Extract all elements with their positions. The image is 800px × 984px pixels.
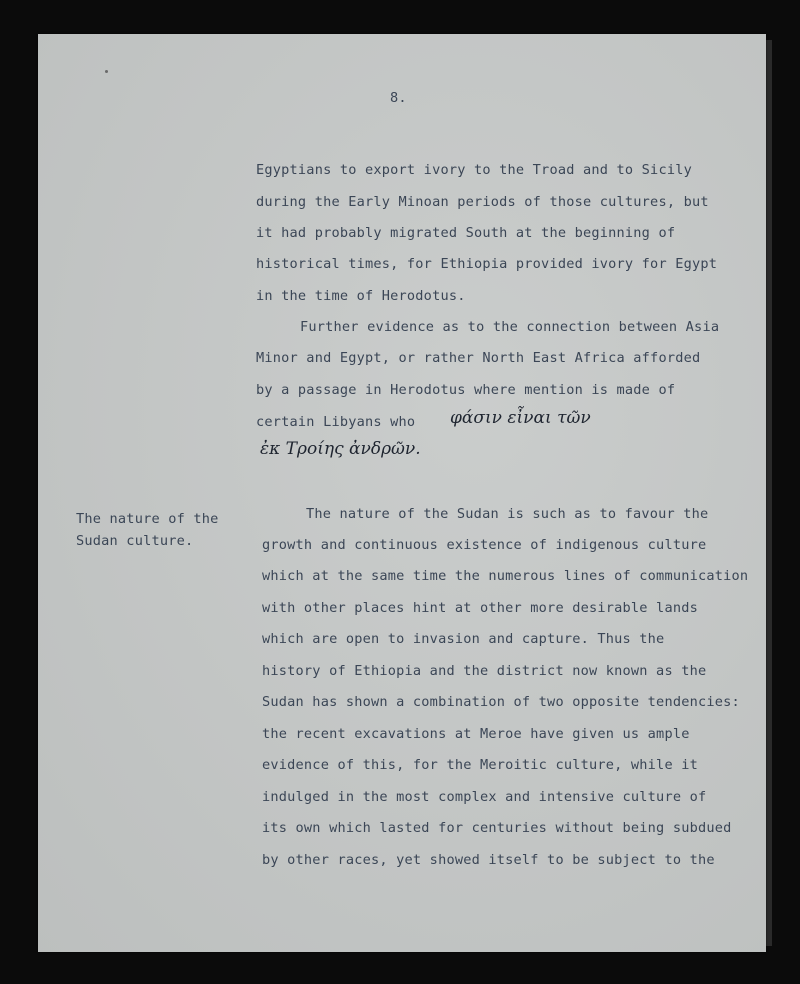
greek-handwriting: ἐκ Τροίης ἀνδρῶν. <box>260 439 421 459</box>
body-line: historical times, for Ethiopia provided ivory for Egypt <box>256 256 718 272</box>
body-line: Egyptians to export ivory to the Troad and to Sicily <box>256 162 692 178</box>
body-line: growth and continuous existence of indigenous culture <box>262 537 707 553</box>
body-line: certain Libyans who <box>256 414 416 430</box>
body-line: history of Ethiopia and the district now known as the <box>262 663 707 679</box>
scan-edge <box>766 40 772 946</box>
body-line: which are open to invasion and capture. Thus the <box>262 631 665 647</box>
greek-handwriting: φάσιν εἶναι τῶν <box>450 408 591 428</box>
body-line: Further evidence as to the connection between Asia <box>300 319 720 335</box>
body-line: during the Early Minoan periods of those cultures, but <box>256 194 709 210</box>
typescript-page <box>38 34 766 952</box>
page-number: 8. <box>390 90 407 106</box>
body-line: which at the same time the numerous lines of communication <box>262 568 749 584</box>
margin-note: The nature of the <box>76 511 219 527</box>
body-line: Sudan has shown a combination of two opposite tendencies: <box>262 694 740 710</box>
body-line: with other places hint at other more desirable lands <box>262 600 698 616</box>
body-line: by other races, yet showed itself to be subject to the <box>262 852 715 868</box>
body-line: by a passage in Herodotus where mention is made of <box>256 382 676 398</box>
margin-note: Sudan culture. <box>76 533 194 549</box>
ink-speck <box>105 70 108 73</box>
body-line: The nature of the Sudan is such as to favour the <box>306 506 709 522</box>
body-line: evidence of this, for the Meroitic culture, while it <box>262 757 698 773</box>
body-line: the recent excavations at Meroe have given us ample <box>262 726 690 742</box>
body-line: in the time of Herodotus. <box>256 288 466 304</box>
body-line: indulged in the most complex and intensive culture of <box>262 789 707 805</box>
body-line: it had probably migrated South at the beginning of <box>256 225 676 241</box>
body-line: its own which lasted for centuries without being subdued <box>262 820 732 836</box>
body-line: Minor and Egypt, or rather North East Africa afforded <box>256 350 701 366</box>
